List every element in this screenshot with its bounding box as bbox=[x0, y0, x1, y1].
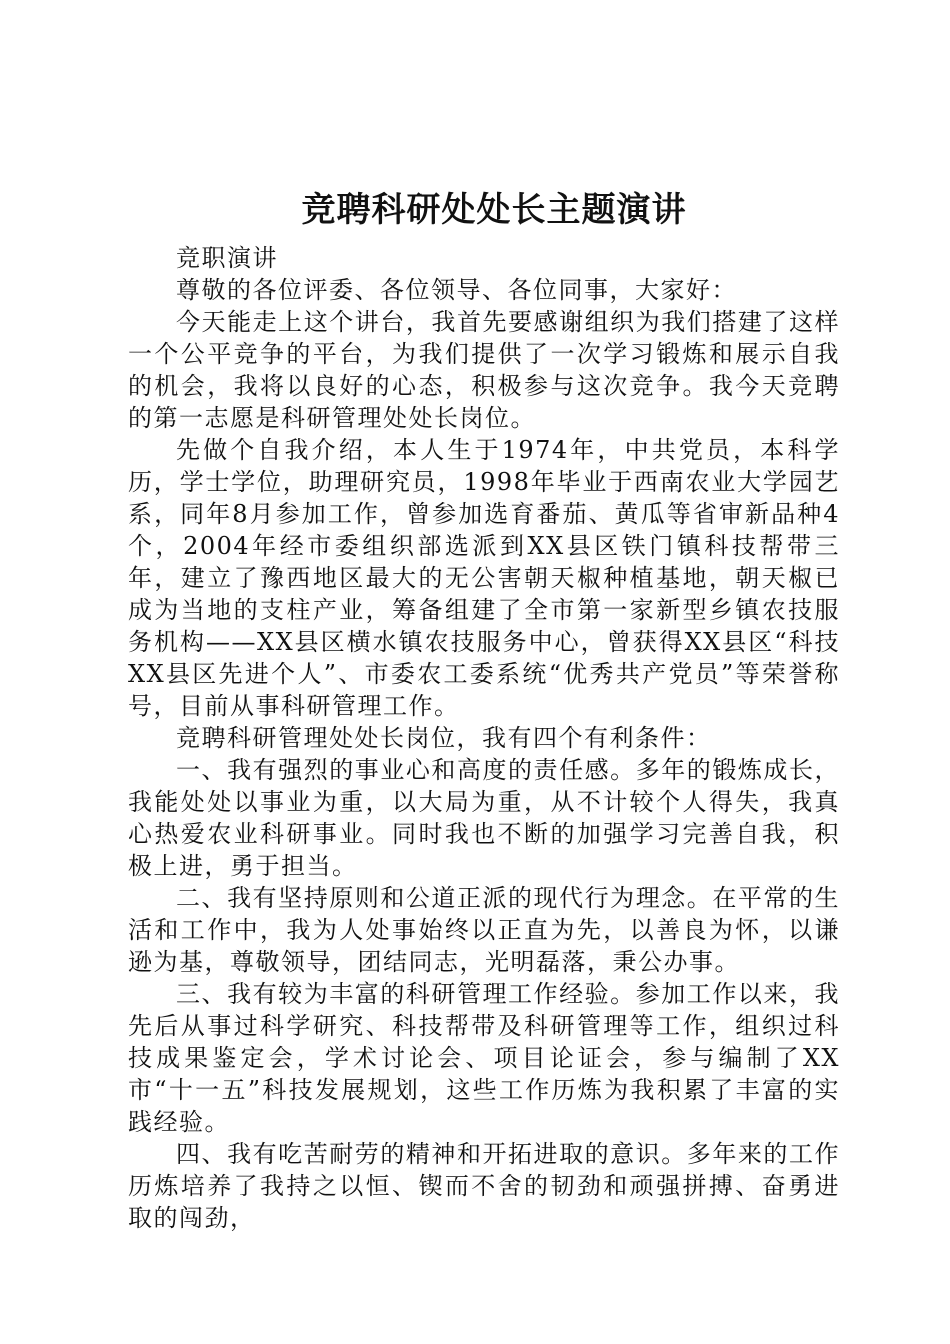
paragraph-condition-2: 二、我有坚持原则和公道正派的现代行为理念。在平常的生活和工作中，我为人处事始终以正直为先，以善良为怀，以谦逊为基，尊敬领导，团结同志，光明磊落，秉公办事。 bbox=[128, 884, 840, 976]
paragraph-conditions-lead: 竞聘科研管理处处长岗位，我有四个有利条件： bbox=[176, 724, 712, 752]
paragraph-self-introduction: 先做个自我介绍，本人生于1974年，中共党员，本科学历，学士学位，助理研究员，1998年毕业于西南农业大学园艺系，同年8月参加工作，曾参加选育番茄、黄瓜等省审新品种4个，2004年经市委组织部选派到XX县区铁门镇科技帮带三年，建立了豫西地区最大的无公害朝天椒种植基地，朝天椒已成为当地的支柱产业，筹备组建了全市第一家新型乡镇农技服务机构——XX县区横水镇农技服务中心，曾获得XX县区“科技XX县区先进个人”、市委农工委系统“优秀共产党员”等荣誉称号，目前从事科研管理工作。 bbox=[128, 436, 840, 720]
paragraph-condition-4: 四、我有吃苦耐劳的精神和开拓进取的意识。多年来的工作历炼培养了我持之以恒、锲而不舍的韧劲和顽强拼搏、奋勇进取的闯劲， bbox=[128, 1140, 840, 1232]
paragraph-condition-3: 三、我有较为丰富的科研管理工作经验。参加工作以来，我先后从事过科学研究、科技帮带及科研管理等工作，组织过科技成果鉴定会，学术讨论会、项目论证会，参与编制了XX市“十一五”科技发展规划，这些工作历炼为我积累了丰富的实践经验。 bbox=[128, 980, 840, 1136]
paragraph-condition-1: 一、我有强烈的事业心和高度的责任感。多年的锻炼成长，我能处处以事业为重，以大局为重，从不计较个人得失，我真心热爱农业科研事业。同时我也不断的加强学习完善自我，积极上进，勇于担当。 bbox=[128, 756, 840, 880]
paragraph-intro: 今天能走上这个讲台，我首先要感谢组织为我们搭建了这样一个公平竞争的平台，为我们提供了一次学习锻炼和展示自我的机会，我将以良好的心态，积极参与这次竞争。我今天竞聘的第一志愿是科研管理处处长岗位。 bbox=[128, 308, 840, 432]
paragraph-greeting: 尊敬的各位评委、各位领导、各位同事，大家好： bbox=[176, 276, 737, 304]
paragraph-heading: 竞职演讲 bbox=[176, 244, 278, 272]
document-title: 竞聘科研处处长主题演讲 bbox=[301, 190, 687, 230]
